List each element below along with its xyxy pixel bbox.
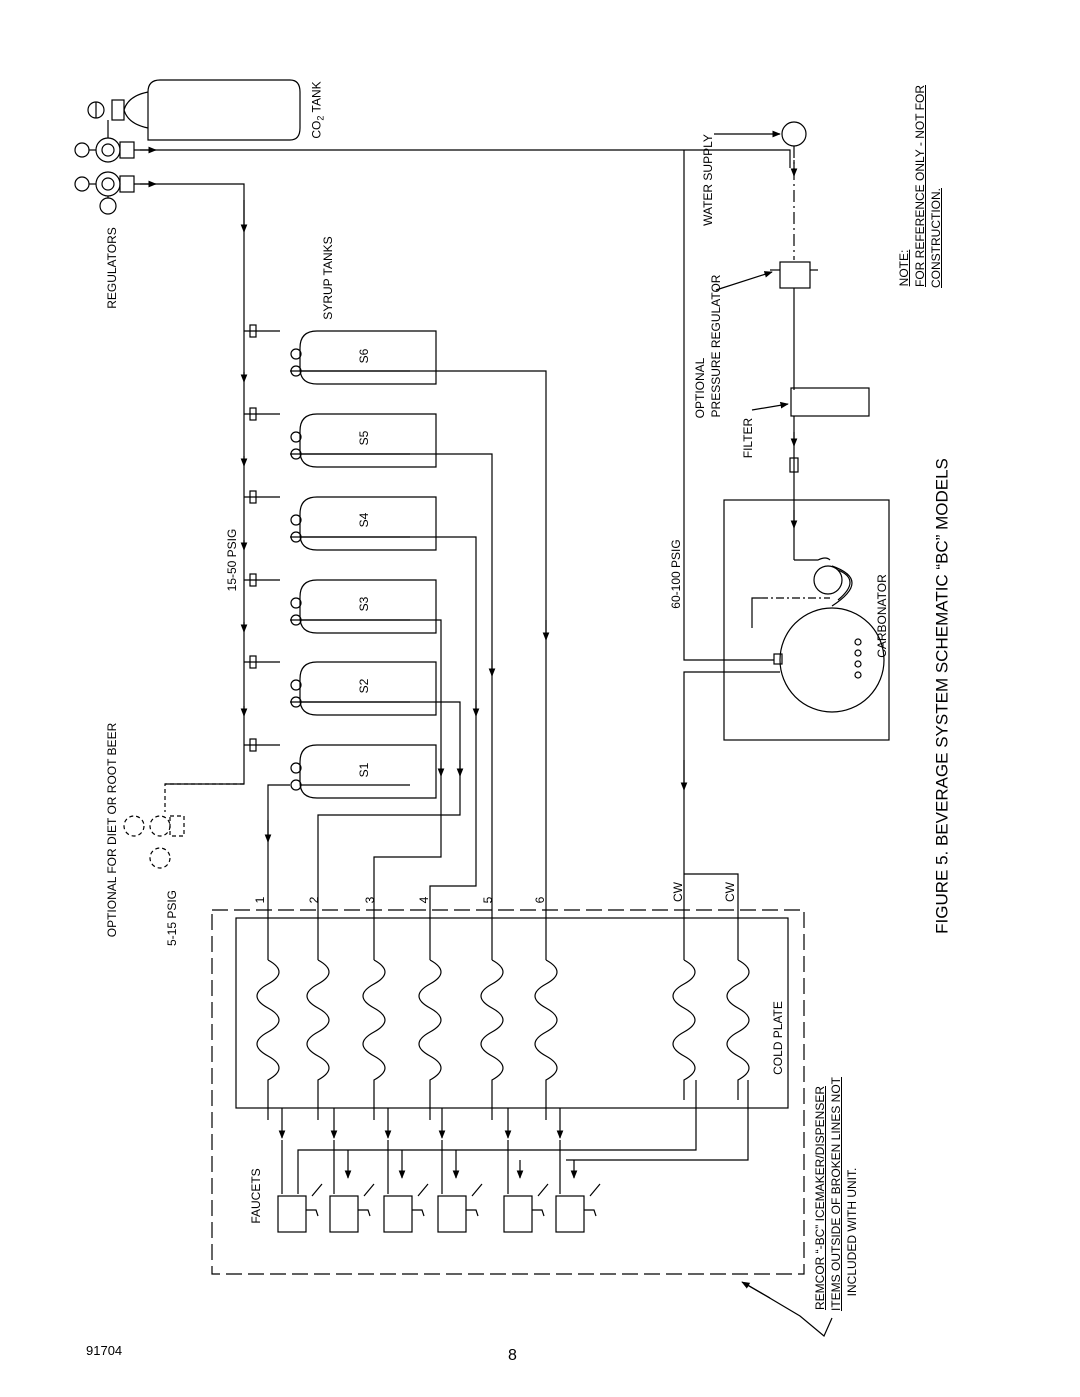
pressure-60-100-label: 60-100 PSIG: [669, 539, 683, 609]
line-number: 5: [481, 896, 495, 904]
optional-diet-label: OPTIONAL FOR DIET OR ROOT BEER: [105, 722, 119, 938]
co2-tank-icon: [88, 80, 300, 140]
pressure-5-15-label: 5-15 PSIG: [165, 889, 179, 947]
cold-plate-label: COLD PLATE: [771, 1001, 785, 1075]
syrup-tank-label: S1: [357, 762, 371, 778]
pressure-regulator-label: PRESSURE REGULATOR: [709, 274, 723, 418]
syrup-tank-s4-icon: [244, 491, 436, 550]
unit-boundary: [212, 910, 804, 1274]
line-number: 6: [533, 896, 547, 904]
pressure-15-50-label: 15-50 PSIG: [225, 528, 239, 592]
optional-label: OPTIONAL: [693, 357, 707, 419]
document-number: 91704: [86, 1343, 123, 1358]
pressure-regulator-icon: [770, 262, 818, 288]
filter-icon: [791, 388, 869, 416]
remcor-note-line3: INCLUDED WITH UNIT.: [845, 1167, 859, 1297]
syrup-tank-label: S4: [357, 512, 371, 528]
syrup-tank-label: S6: [357, 348, 371, 364]
regulators-icon: [75, 120, 134, 214]
filter-label: FILTER: [741, 417, 755, 459]
faucet-icons: [278, 1184, 600, 1232]
water-supply-label: WATER SUPPLY: [701, 134, 715, 226]
syrup-tank-label: S5: [357, 430, 371, 446]
note-heading: NOTE:: [897, 249, 911, 287]
page-number: 8: [508, 1347, 517, 1364]
co2-tank-label: $CO_2$ TANK: [309, 81, 326, 139]
line-number: CW: [671, 882, 685, 902]
syrup-tank-label: S3: [357, 596, 371, 612]
line-number: 2: [307, 896, 321, 904]
syrup-tank-label: S2: [357, 678, 371, 694]
cold-plate-coils: [257, 960, 749, 1120]
line-number: 1: [253, 896, 267, 904]
water-supply-icon: [782, 122, 806, 146]
carbonator-box: [724, 500, 889, 740]
syrup-tanks-label: SYRUP TANKS: [321, 236, 335, 320]
figure-title: FIGURE 5. BEVERAGE SYSTEM SCHEMATIC “BC” MODELS: [932, 458, 952, 934]
line-number: CW: [723, 882, 737, 902]
carbonator-label: CARBONATOR: [875, 574, 889, 658]
line-number: 3: [363, 896, 377, 904]
carbonator-icon: [752, 558, 884, 712]
line-number: 4: [417, 896, 431, 904]
regulators-label: REGULATORS: [105, 227, 119, 309]
syrup-tank-s2-icon: [244, 656, 436, 715]
note-text-line1: FOR REFERENCE ONLY - NOT FOR: [913, 84, 927, 288]
syrup-tank-s3-icon: [244, 574, 436, 633]
remcor-note-line1: REMCOR “-BC” ICEMAKER/DISPENSER: [813, 1085, 827, 1311]
optional-regulator-icon: [124, 784, 244, 868]
syrup-tank-s6-icon: [244, 325, 436, 384]
remcor-note-line2: ITEMS OUTSIDE OF BROKEN LINES NOT: [829, 1076, 843, 1312]
syrup-tank-s5-icon: [244, 408, 436, 467]
syrup-tank-s1-icon: [244, 739, 436, 798]
note-text-line2: CONSTRUCTION.: [929, 188, 943, 288]
faucets-label: FAUCETS: [249, 1168, 263, 1224]
